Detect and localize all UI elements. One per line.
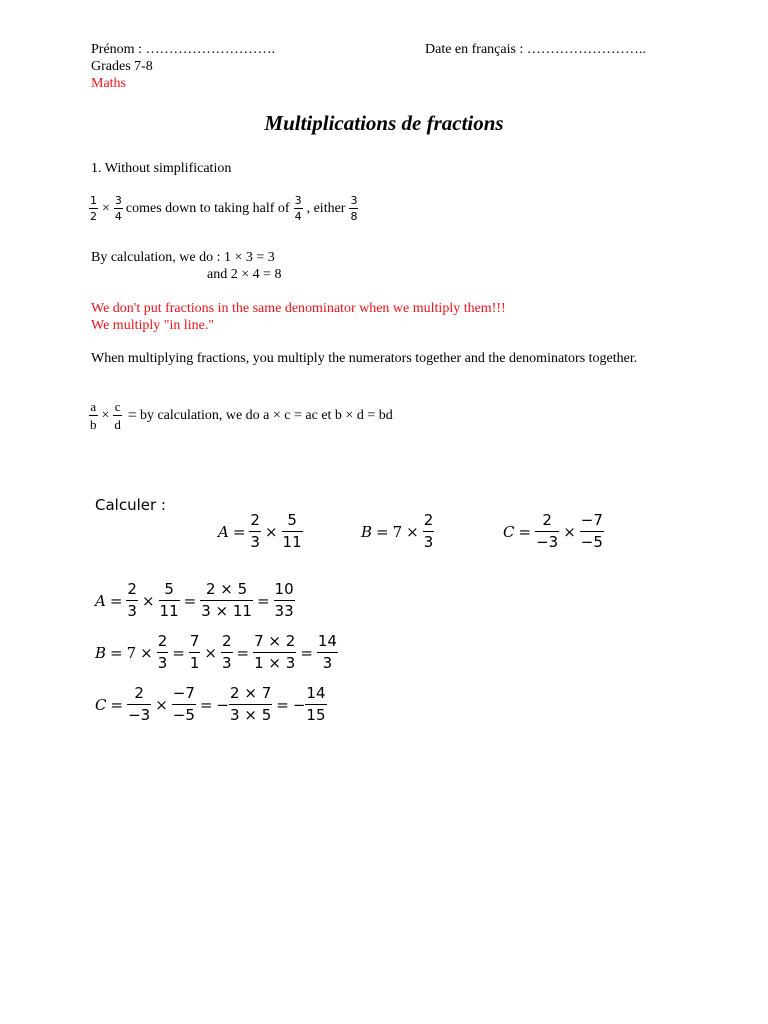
rule-text: When multiplying fractions, you multiply the numerators together and the denominators together. bbox=[91, 351, 638, 366]
problem-c: C = $\frac{2}{-3}$ × $\frac{-7}{-5}$ bbox=[503, 511, 603, 551]
problem-a: A = $\frac{2}{3}$ × $\frac{5}{11}$ bbox=[218, 511, 302, 551]
grade-label: Grades 7-8 bbox=[91, 59, 153, 74]
fraction: $\frac{7}{1}$ bbox=[189, 632, 200, 672]
page-title: Multiplications de fractions bbox=[264, 111, 504, 135]
example-text: comes down to taking half of bbox=[125, 200, 290, 216]
general-rule-text: by calculation, we do a × c = ac et b × d = bd bbox=[139, 407, 393, 423]
example-text: , either bbox=[306, 200, 346, 216]
fraction: $\frac{2}{-3}$ bbox=[128, 684, 151, 724]
calculer-heading: Calculer : bbox=[95, 496, 166, 514]
problem-b: B = 7 × $\frac{2}{3}$ bbox=[361, 511, 434, 551]
fraction: $\frac{3}{4}$ bbox=[294, 194, 302, 223]
warning-text: We multiply "in line." bbox=[91, 318, 215, 333]
solution-b: B = 7 × $\frac{2}{3}$ = $\frac{7}{1}$ × $\frac{2}{3}$ = $\frac{7 \times 2}{1 \times 3}$ = $\frac{14}{3}$ bbox=[95, 632, 337, 672]
date-field: Date en français : …………………….. bbox=[425, 42, 646, 57]
solution-c: C = $\frac{2}{-3}$ × $\frac{-7}{-5}$ = − $\frac{2 \times 7}{3 \times 5}$ = − $\frac{14}{15}$ bbox=[95, 684, 326, 724]
fraction: $\frac{10}{33}$ bbox=[274, 580, 294, 620]
fraction: $\frac{5}{11}$ bbox=[282, 511, 302, 551]
times-sign: × bbox=[101, 407, 110, 423]
fraction: $\frac{3}{4}$ bbox=[114, 194, 122, 223]
general-rule-line bbox=[89, 400, 393, 431]
fraction: $\frac{14}{15}$ bbox=[306, 684, 326, 724]
fraction: $\frac{5}{11}$ bbox=[159, 580, 179, 620]
fraction: $\frac{-7}{-5}$ bbox=[172, 684, 195, 724]
fraction: $\frac{2}{3}$ bbox=[423, 511, 434, 551]
fraction: $\frac{2 \times 7}{3 \times 5}$ bbox=[230, 684, 272, 724]
fraction: $\frac{14}{3}$ bbox=[317, 632, 337, 672]
fraction: $\frac{-7}{-5}$ bbox=[580, 511, 603, 551]
prenom-field: Prénom : ………………………. bbox=[91, 42, 275, 57]
fraction: $\frac{2}{3}$ bbox=[157, 632, 168, 672]
subject-label: Maths bbox=[91, 76, 126, 91]
example-line bbox=[89, 195, 358, 222]
fraction: $\frac{2}{-3}$ bbox=[536, 511, 559, 551]
times-sign: × bbox=[102, 200, 110, 216]
fraction: $\frac{2 \times 5}{3 \times 11}$ bbox=[201, 580, 252, 620]
fraction: $\frac{3}{8}$ bbox=[350, 194, 358, 223]
equals-sign: = bbox=[127, 406, 137, 424]
fraction: $\frac{7 \times 2}{1 \times 3}$ bbox=[254, 632, 296, 672]
fraction: $\frac{c}{d}$ bbox=[114, 399, 121, 432]
fraction: $\frac{2}{3}$ bbox=[221, 632, 232, 672]
calc-line: By calculation, we do : 1 × 3 = 3 bbox=[91, 250, 275, 265]
warning-text: We don't put fractions in the same denominator when we multiply them!!! bbox=[91, 301, 506, 316]
solution-a: A = $\frac{2}{3}$ × $\frac{5}{11}$ = $\frac{2 \times 5}{3 \times 11}$ = $\frac{10}{33}$ bbox=[95, 580, 294, 620]
section-heading: 1. Without simplification bbox=[91, 161, 232, 176]
fraction: $\frac{1}{2}$ bbox=[90, 194, 97, 223]
fraction: $\frac{2}{3}$ bbox=[250, 511, 260, 551]
fraction: $\frac{2}{3}$ bbox=[127, 580, 137, 620]
calc-line: and 2 × 4 = 8 bbox=[207, 267, 282, 282]
fraction: $\frac{a}{b}$ bbox=[90, 399, 97, 432]
